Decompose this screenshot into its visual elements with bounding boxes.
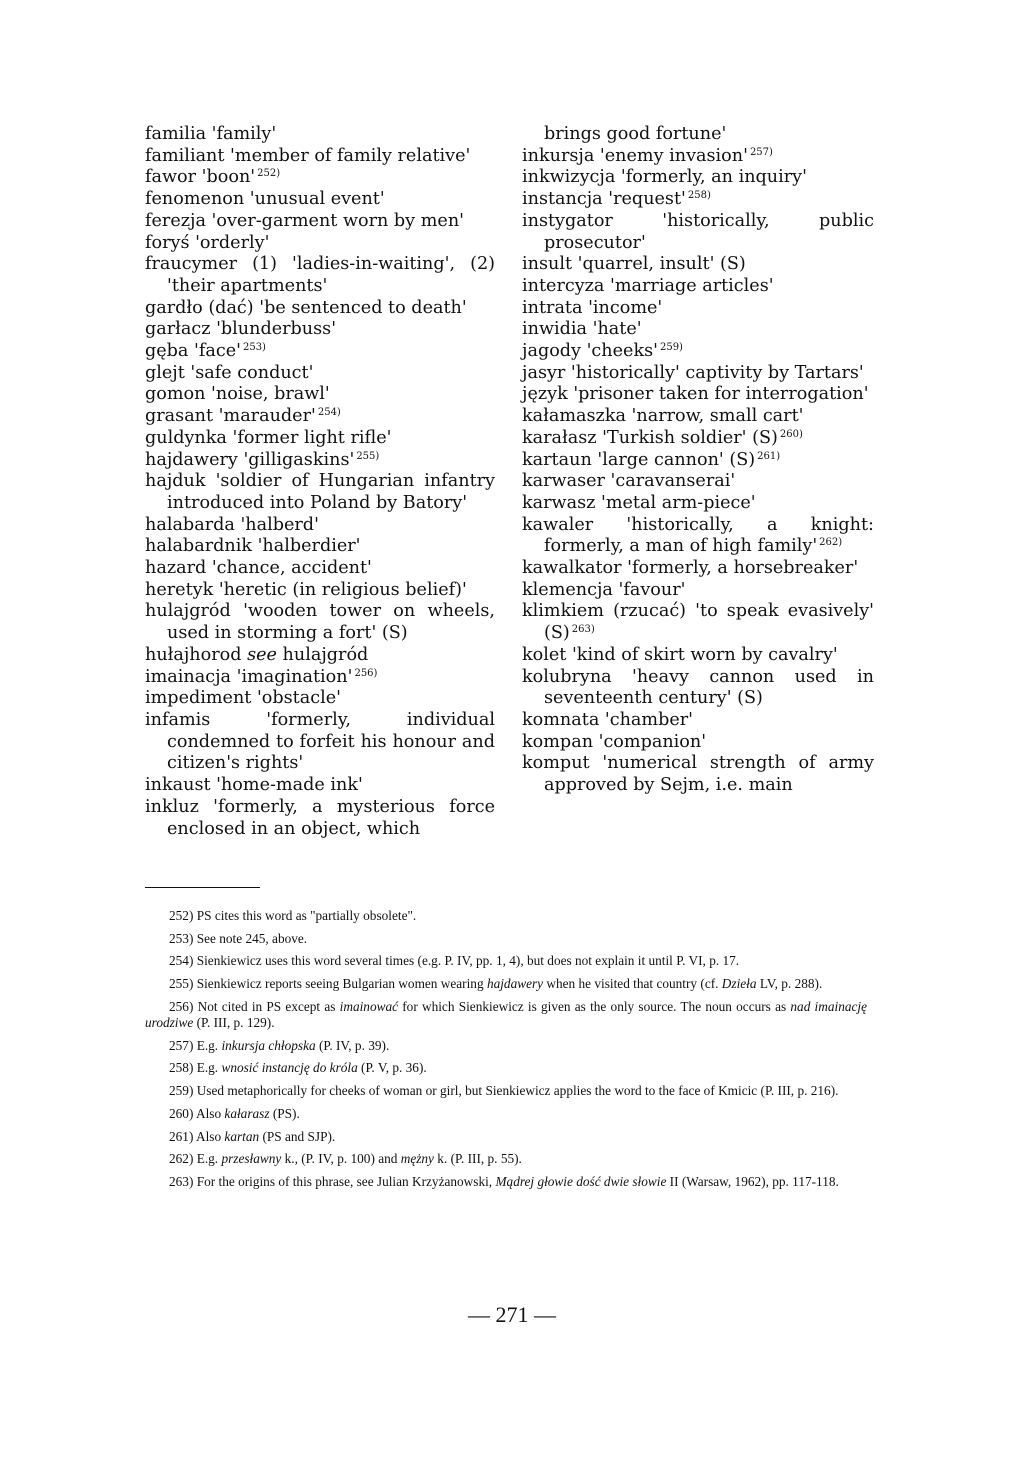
glossary-entry (145, 667, 495, 689)
footnote-ref: 255) (356, 450, 380, 462)
entry-text: garłacz 'blunderbuss' (145, 319, 337, 340)
entry-text: gęba 'face' (145, 341, 241, 362)
glossary-entry (145, 384, 495, 406)
glossary-entry (145, 254, 495, 297)
footnote-italic: nad imainację urodziwe (145, 998, 867, 1031)
footnote-ref: 253) (242, 342, 266, 354)
footnote-number: 255) (169, 976, 197, 992)
glossary-entry (145, 558, 495, 580)
glossary-entry (522, 211, 874, 254)
glossary-entry (522, 645, 874, 667)
glossary-entry (522, 471, 874, 493)
entry-text: kartaun 'large cannon' (S) (522, 449, 756, 470)
footnote-text: (P. V, p. 36). (357, 1060, 427, 1076)
entry-crossref: see (247, 644, 277, 665)
entry-text: język 'prisoner taken for interrogation' (522, 384, 869, 405)
footnote (145, 1151, 867, 1167)
glossary-entry (145, 688, 495, 710)
glossary-entry (522, 667, 874, 710)
footnote-italic: kałarasz (224, 1105, 270, 1121)
footnote-number: 263) (169, 1173, 197, 1189)
page-number: — 271 — (468, 1302, 556, 1327)
footnote (145, 931, 867, 947)
footnote-italic: wnosić instancję do króla (221, 1060, 358, 1076)
footnote-number: 257) (169, 1037, 197, 1053)
footnote (145, 908, 867, 924)
footnote (145, 953, 867, 969)
footnote-number: 256) (169, 998, 198, 1014)
footnote-text: E.g. (196, 1060, 222, 1076)
footnote (145, 1129, 867, 1145)
entry-text: instygator 'historically, public prosecutor' (522, 210, 874, 253)
glossary-entry (522, 580, 874, 602)
footnote-number: 262) (169, 1151, 197, 1167)
glossary-entry (522, 298, 874, 320)
footnote-ref: 261) (757, 450, 781, 462)
entry-text: imainacja 'imagination' (145, 666, 353, 687)
entry-text: karwasz 'metal arm-piece' (522, 492, 756, 513)
entry-text: ferezja 'over-garment worn by men' (145, 210, 464, 231)
footnote-text: when he visited that country (cf. (543, 976, 722, 992)
footnote-text: Also (195, 1128, 225, 1144)
entry-text: halabardnik 'halberdier' (145, 536, 361, 557)
entry-text: klimkiem (rzucać) 'to speak evasively' (S) (522, 601, 874, 644)
footnote (145, 1174, 867, 1190)
glossary-entry (522, 124, 874, 146)
footnote (145, 976, 867, 992)
footnote-number: 252) (169, 908, 197, 923)
footnote-italic: kartan (224, 1128, 260, 1144)
glossary-entry (145, 341, 495, 363)
entry-text: intercyza 'marriage articles' (522, 275, 774, 296)
footnote-text: E.g. (196, 1151, 222, 1167)
footnote-number: 261) (169, 1128, 196, 1144)
footnote-text: k. (P. III, p. 55). (433, 1151, 522, 1167)
entry-crossref-target: hulajgród (282, 644, 369, 665)
footnote-text: See note 245, above. (196, 930, 308, 946)
entry-text: klemencja 'favour' (522, 579, 686, 600)
entry-text: kolet 'kind of skirt worn by cavalry' (522, 644, 838, 665)
entry-text: komput 'numerical strength of army approved by Sejm, i.e. main (522, 753, 874, 796)
footnote-ref: 260) (779, 428, 803, 440)
footnote (145, 1060, 867, 1076)
footnote-ref: 258) (687, 190, 711, 202)
footnote-text: Also (195, 1105, 225, 1121)
footnote (145, 999, 867, 1031)
glossary-entry (145, 775, 495, 797)
footnote-italic: inkursja chłopska (221, 1037, 316, 1053)
entry-text: halabarda 'halberd' (145, 514, 319, 535)
footnote-italic: imainować (339, 998, 399, 1014)
footnote-italic: mężny (400, 1151, 434, 1167)
glossary-entry (145, 580, 495, 602)
glossary-entry (145, 363, 495, 385)
glossary-entry (522, 493, 874, 515)
entry-text: hazard 'chance, accident' (145, 558, 372, 579)
glossary-entry (522, 254, 874, 276)
glossary-entry (145, 167, 495, 189)
entry-text: familiant 'member of family relative' (145, 145, 471, 166)
footnote-italic: Dzieła (721, 976, 757, 992)
glossary-left-column (145, 124, 495, 840)
footnote-italic: Mądrej głowie dość dwie słowie (495, 1173, 667, 1189)
entry-text: inkluz 'formerly, a mysterious force enclosed in an object, which (145, 796, 495, 839)
footnote-text: (P. IV, p. 39). (315, 1037, 390, 1053)
footnote-number: 253) (169, 930, 197, 946)
entry-text: hulajgród 'wooden tower on wheels, used in storming a fort' (S) (145, 601, 495, 644)
entry-text: gomon 'noise, brawl' (145, 384, 330, 405)
entry-text: jagody 'cheeks' (522, 341, 658, 362)
glossary-entry (522, 167, 874, 189)
footnote (145, 1083, 867, 1099)
entry-text: insult 'quarrel, insult' (S) (522, 254, 746, 275)
glossary-entry (522, 558, 874, 580)
entry-text: hajdawery 'gilligaskins' (145, 449, 355, 470)
entry-text: kawaler 'historically, a knight: formerly, a man of high family' (522, 514, 874, 557)
footnote-number: 260) (169, 1105, 196, 1121)
footnote-text: Sienkiewicz reports seeing Bulgarian women wearing (196, 976, 487, 992)
entry-text: inwidia 'hate' (522, 319, 642, 340)
glossary-entry (522, 146, 874, 168)
entry-text: hułajhorod (145, 644, 242, 665)
footnote-ref: 252) (257, 168, 281, 180)
entry-text: kałamaszka 'narrow, small cart' (522, 406, 804, 427)
glossary-entry (522, 753, 874, 796)
footnote-ref: 256) (354, 667, 378, 679)
entry-text: karwaser 'caravanserai' (522, 471, 736, 492)
footnote-italic: hajdawery (486, 976, 544, 992)
glossary-entry (145, 211, 495, 233)
footnote (145, 1038, 867, 1054)
glossary-entry (145, 471, 495, 514)
footnote-italic: przesławny (221, 1151, 282, 1167)
entry-text: glejt 'safe conduct' (145, 362, 314, 383)
footnote-text: II (Warsaw, 1962), pp. 117-118. (666, 1173, 839, 1189)
glossary-entry (145, 450, 495, 472)
entry-text: jasyr 'historically' captivity by Tartars' (522, 362, 864, 383)
glossary-entry (522, 601, 874, 644)
entry-text: impediment 'obstacle' (145, 688, 341, 709)
entry-text: instancja 'request' (522, 189, 686, 210)
entry-text: guldynka 'former light rifle' (145, 427, 392, 448)
entry-text: infamis 'formerly, individual condemned to forfeit his honour and citizen's rights' (145, 709, 495, 774)
entry-text: familia 'family' (145, 124, 277, 144)
glossary-entry (522, 710, 874, 732)
footnote-number: 259) (169, 1083, 197, 1099)
footnote-text: (PS and SJP). (259, 1128, 336, 1144)
entry-text: komnata 'chamber' (522, 709, 694, 730)
footnote-ref: 263) (571, 624, 595, 636)
entry-text: inkwizycja 'formerly, an inquiry' (522, 167, 807, 188)
glossary-entry (145, 146, 495, 168)
entry-text: heretyk 'heretic (in religious belief)' (145, 579, 467, 600)
footnote-number: 254) (169, 953, 197, 969)
glossary-entry (145, 536, 495, 558)
glossary-entry (522, 450, 874, 472)
footnote-number: 258) (169, 1060, 197, 1076)
glossary-entry (145, 601, 495, 644)
entry-text: fawor 'boon' (145, 167, 256, 188)
glossary-entry (522, 341, 874, 363)
footnote-ref: 254) (317, 407, 341, 419)
footnote-text: Sienkiewicz uses this word several times (e.g. P. IV, pp. 1, 4), but does not explain it until P. VI, p. 17. (196, 953, 740, 969)
entry-text: kompan 'companion' (522, 731, 707, 752)
glossary-entry (145, 233, 495, 255)
entry-text: intrata 'income' (522, 297, 663, 318)
glossary-entry (522, 732, 874, 754)
entry-text: gardło (dać) 'be sentenced to death' (145, 297, 467, 318)
glossary-entry (522, 189, 874, 211)
glossary-entry (145, 515, 495, 537)
footnote-text: E.g. (196, 1037, 222, 1053)
glossary-entry (145, 428, 495, 450)
footnote-separator (145, 887, 260, 888)
entry-text: kawalkator 'formerly, a horsebreaker' (522, 558, 859, 579)
glossary-entry (522, 363, 874, 385)
footnote-ref: 259) (659, 342, 683, 354)
footnote-text: Not cited in PS except as (197, 998, 340, 1014)
entry-text: foryś 'orderly' (145, 232, 270, 253)
footnote-ref: 262) (819, 537, 843, 549)
glossary-entry (522, 428, 874, 450)
entry-text: kolubryna 'heavy cannon used in seventeenth century' (S) (522, 666, 874, 709)
entry-text: inkursja 'enemy invasion' (522, 145, 748, 166)
glossary-entry (145, 319, 495, 341)
footnote-text: LV, p. 288). (756, 976, 823, 992)
footnote-ref: 257) (749, 146, 773, 158)
footnote-text: for which Sienkiewicz is given as the only source. The noun occurs as (398, 998, 791, 1014)
footnote-text: PS cites this word as "partially obsolete". (196, 908, 417, 923)
glossary-entry (145, 406, 495, 428)
footnote-text: For the origins of this phrase, see Julian Krzyżanowski, (196, 1173, 496, 1189)
glossary-entry (522, 406, 874, 428)
footnote-text: k., (P. IV, p. 100) and (281, 1151, 401, 1167)
footnote-text: (PS). (269, 1105, 300, 1121)
glossary-entry (145, 298, 495, 320)
entry-text: fenomenon 'unusual event' (145, 189, 385, 210)
glossary-entry (145, 710, 495, 775)
glossary-entry (522, 384, 874, 406)
glossary-right-column (522, 124, 874, 797)
entry-text: fraucymer (1) 'ladies-in-waiting', (2) 'their apartments' (145, 254, 495, 296)
glossary-entry (522, 276, 874, 298)
entry-text: brings good fortune' (544, 124, 727, 144)
glossary-entry (522, 515, 874, 558)
entry-text: inkaust 'home-made ink' (145, 775, 363, 796)
glossary-entry (145, 797, 495, 840)
entry-text: karałasz 'Turkish soldier' (S) (522, 427, 778, 448)
footnote-text: (P. III, p. 129). (193, 1015, 275, 1031)
footnote (145, 1106, 867, 1122)
entry-text: hajduk 'soldier of Hungarian infantry introduced into Poland by Batory' (145, 471, 495, 513)
glossary-entry (145, 645, 495, 667)
footnotes (145, 908, 867, 1197)
glossary-entry (522, 319, 874, 341)
glossary-entry (145, 189, 495, 211)
glossary-entry (145, 124, 495, 146)
entry-text: grasant 'marauder' (145, 406, 316, 427)
footnote-text: Used metaphorically for cheeks of woman or girl, but Sienkiewicz applies the word to the face of Kmicic (P. III, p. 216). (196, 1083, 839, 1099)
